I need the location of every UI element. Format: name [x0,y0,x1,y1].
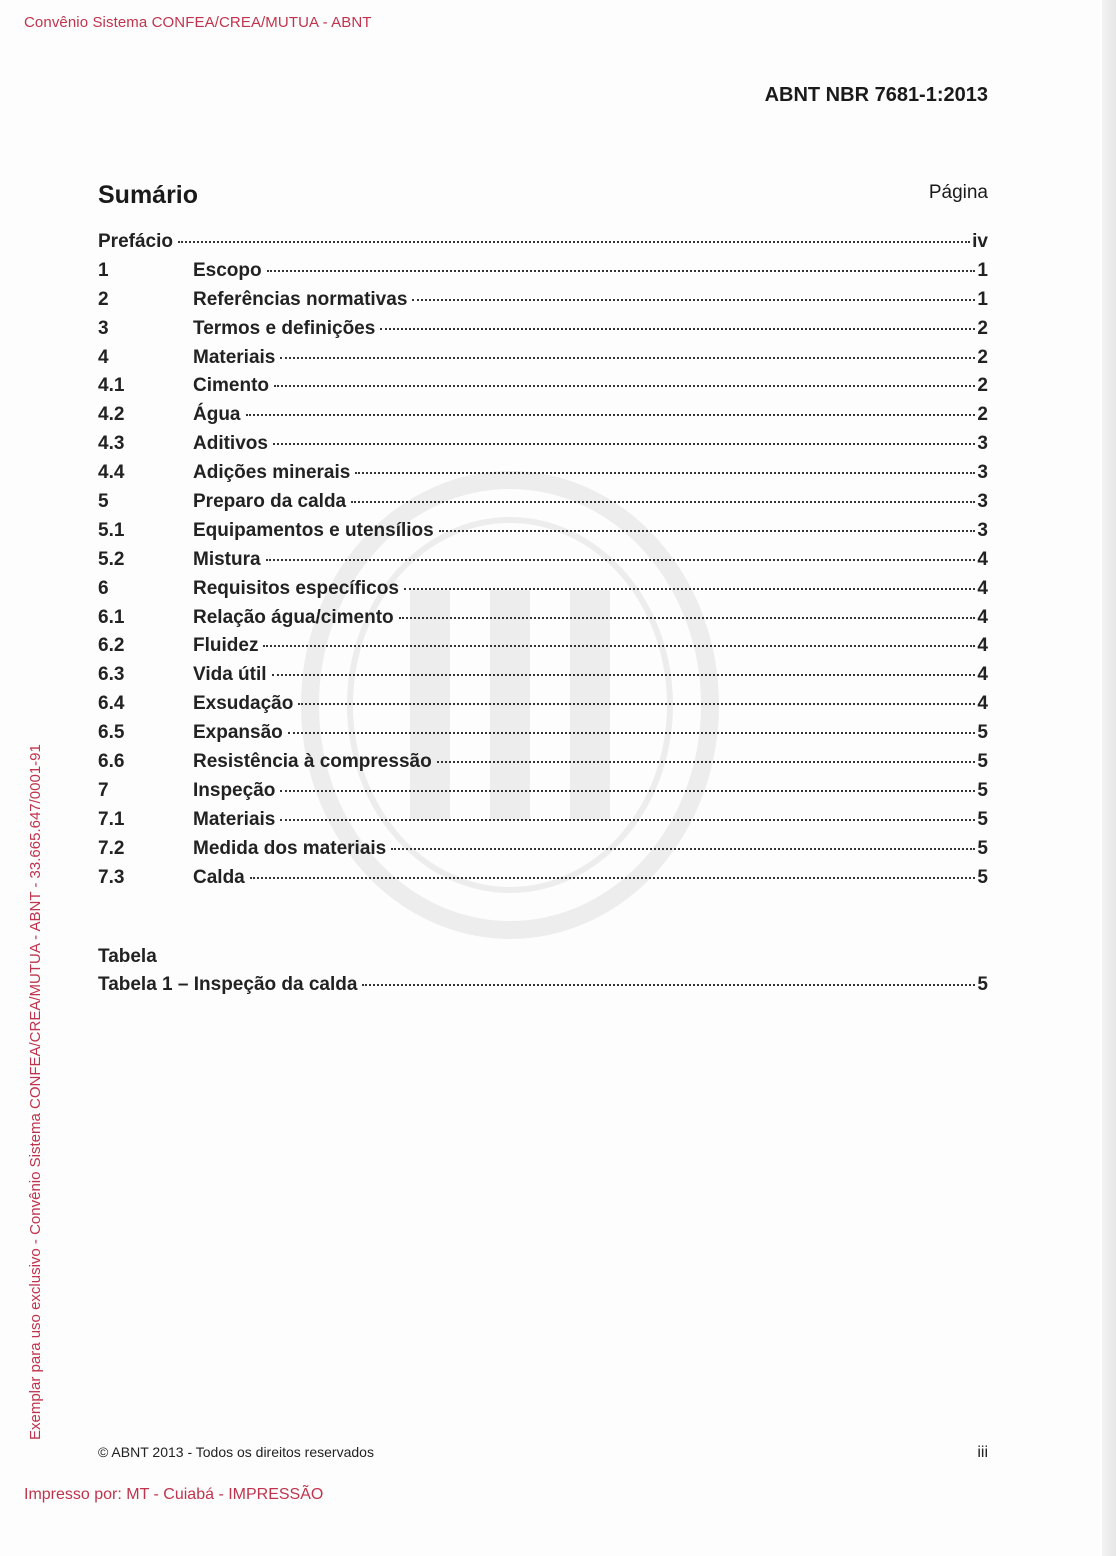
page-column-label: Página [928,182,988,203]
dot-leader [263,645,975,647]
dot-leader [274,385,975,387]
toc-entry[interactable] [98,549,988,578]
toc-entry-number: 1 [98,259,109,281]
toc-entry-label: Exsudação [193,693,294,715]
toc-entry-page: 2 [977,404,988,426]
toc-entry-label: Preparo da calda [193,491,347,513]
toc-entry-number: 6.2 [98,635,125,657]
dot-leader [266,559,976,561]
toc-entry-label: Tabela 1 – Inspeção da calda [98,974,358,995]
toc-entry-page: 3 [977,519,988,541]
toc-entry-label: Resistência à compressão [193,751,432,773]
toc-entry-page: 5 [977,866,988,888]
dot-leader [267,270,976,272]
page-edge-shadow [1102,0,1116,1556]
toc-entry-page: 4 [977,606,988,628]
toc-entry-page: 4 [977,693,988,715]
tables-list [98,974,988,1002]
toc-entry-number: 6.4 [98,693,125,715]
toc-entry[interactable] [98,578,988,607]
watermark-bottom-text: Impresso por: MT - Cuiabá - IMPRESSÃO [24,1486,324,1503]
toc-entry-number: 5.1 [98,519,125,541]
toc-entry-label: Fluidez [193,635,259,657]
toc-entry-page: 1 [977,288,988,310]
toc-entry-page: 5 [977,751,988,773]
toc-entry-page: 4 [977,577,988,599]
dot-leader [273,443,975,445]
toc-entry-number: 5 [98,491,109,513]
toc-entry-label: Termos e definições [193,317,376,339]
table-of-contents [98,231,988,895]
toc-entry-number: 6 [98,577,109,599]
toc-entry-label: Inspeção [193,779,276,801]
toc-entry[interactable] [98,231,988,260]
toc-entry-number: 5.2 [98,548,125,570]
toc-entry-page: 5 [977,808,988,830]
toc-entry-label: Equipamentos e utensílios [193,519,434,541]
toc-entry-label: Materiais [193,808,276,830]
dot-leader [272,674,976,676]
toc-entry-label: Expansão [193,722,283,744]
toc-entry-label: Relação água/cimento [193,606,394,628]
footer-copyright: © ABNT 2013 - Todos os direitos reservados [98,1444,374,1460]
dot-leader [404,588,976,590]
toc-entry-number: 4.4 [98,462,125,484]
toc-entry[interactable] [98,867,988,896]
toc-entry[interactable] [98,780,988,809]
dot-leader [280,357,975,359]
toc-entry-label: Adições minerais [193,462,351,484]
toc-entry-number: 4 [98,346,109,368]
toc-entry[interactable] [98,289,988,318]
toc-entry-label: Escopo [193,259,262,281]
toc-entry-label: Vida útil [193,664,267,686]
toc-entry-number: 4.3 [98,433,125,455]
toc-entry-page: 3 [977,462,988,484]
toc-entry[interactable] [98,635,988,664]
toc-entry-number: 6.6 [98,751,125,773]
toc-entry[interactable] [98,974,988,1002]
toc-entry-label: Água [193,404,241,426]
footer-page-number: iii [977,1444,988,1461]
toc-entry-label: Medida dos materiais [193,837,387,859]
toc-entry-number: 7 [98,779,109,801]
toc-entry-page: 1 [977,259,988,281]
toc-entry-page: 2 [977,346,988,368]
toc-entry-number: 7.3 [98,866,125,888]
toc-entry-page: 3 [977,433,988,455]
toc-entry[interactable] [98,433,988,462]
toc-entry-label: Calda [193,866,245,888]
toc-entry-page: iv [972,231,988,252]
dot-leader [280,819,975,821]
toc-entry-number: 7.2 [98,837,125,859]
toc-entry-number: 6.3 [98,664,125,686]
toc-entry-page: 2 [977,375,988,397]
toc-entry[interactable] [98,375,988,404]
watermark-side-text: Exemplar para uso exclusivo - Convênio Sistema CONFEA/CREA/MUTUA - ABNT - 33.665.647/0001-91 [27,744,44,1440]
toc-title: Sumário [98,181,199,209]
toc-entry-page: 4 [977,664,988,686]
toc-entry-page: 5 [977,837,988,859]
dot-leader [380,328,975,330]
toc-entry-number: 4.2 [98,404,125,426]
toc-entry[interactable] [98,462,988,491]
toc-entry-label: Materiais [193,346,276,368]
toc-entry-number: 4.1 [98,375,125,397]
toc-entry-label: Referências normativas [193,288,408,310]
toc-entry[interactable] [98,809,988,838]
dot-leader [412,299,975,301]
toc-entry[interactable] [98,347,988,376]
toc-entry-page: 5 [977,722,988,744]
dot-leader [437,761,976,763]
toc-entry-number: 6.5 [98,722,125,744]
toc-entry-page: 4 [977,548,988,570]
toc-entry[interactable] [98,260,988,289]
toc-entry-label: Prefácio [98,231,173,252]
toc-entry-page: 3 [977,491,988,513]
toc-entry-page: 2 [977,317,988,339]
document-id: ABNT NBR 7681-1:2013 [764,84,988,106]
toc-entry-label: Cimento [193,375,269,397]
toc-entry-label: Aditivos [193,433,268,455]
dot-leader [355,472,975,474]
toc-entry[interactable] [98,693,988,722]
dot-leader [178,241,970,243]
toc-entry-page: 5 [977,974,988,995]
toc-entry[interactable] [98,751,988,780]
toc-entry-label: Mistura [193,548,261,570]
toc-entry[interactable] [98,722,988,751]
toc-entry-label: Requisitos específicos [193,577,399,599]
toc-entry[interactable] [98,491,988,520]
toc-entry[interactable] [98,520,988,549]
dot-leader [250,877,976,879]
tables-heading: Tabela [98,946,157,967]
toc-entry-page: 4 [977,635,988,657]
dot-leader [399,617,976,619]
toc-entry[interactable] [98,838,988,867]
toc-entry[interactable] [98,404,988,433]
toc-entry-page: 5 [977,779,988,801]
dot-leader [280,790,975,792]
watermark-top-text: Convênio Sistema CONFEA/CREA/MUTUA - ABNT [24,14,372,31]
toc-entry[interactable] [98,318,988,347]
toc-entry[interactable] [98,664,988,693]
dot-leader [298,703,975,705]
dot-leader [362,984,975,986]
dot-leader [246,414,976,416]
dot-leader [391,848,975,850]
toc-entry-number: 3 [98,317,109,339]
toc-entry[interactable] [98,607,988,636]
dot-leader [439,530,976,532]
toc-entry-number: 6.1 [98,606,125,628]
toc-entry-number: 2 [98,288,109,310]
dot-leader [288,732,976,734]
dot-leader [351,501,975,503]
toc-entry-number: 7.1 [98,808,125,830]
